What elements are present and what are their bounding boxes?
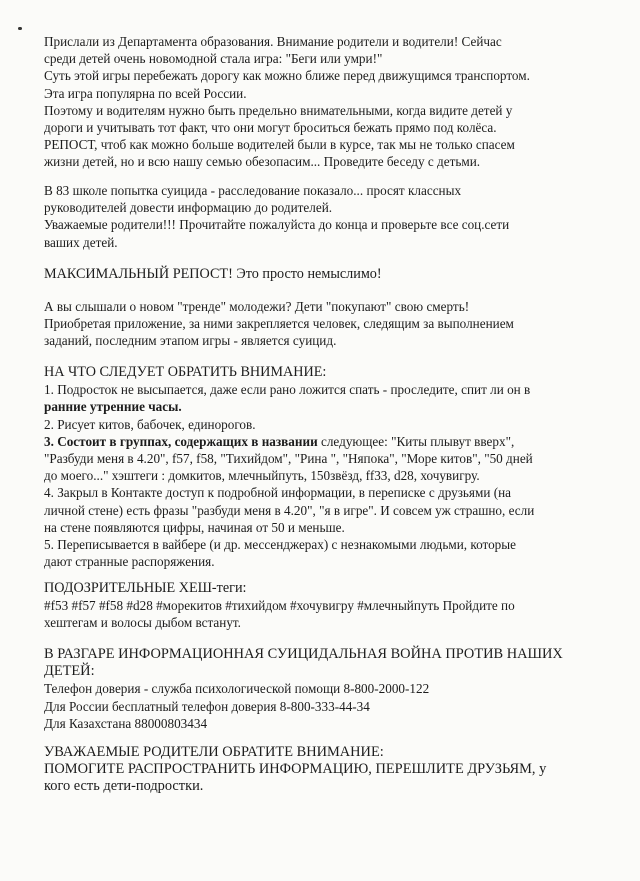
repost-paragraph	[44, 266, 604, 283]
closing-line: кого есть дети-подростки.	[44, 778, 204, 795]
repost-caps: МАКСИМАЛЬНЫЙ РЕПОСТ!	[44, 266, 233, 282]
list-item-continuation: ранние утренние часы.	[44, 399, 182, 415]
closing-section	[44, 744, 604, 796]
text-line: дороги и учитывать тот факт, что они могут броситься бежать прямо под колёса.	[44, 120, 497, 136]
scan-speck	[18, 27, 22, 30]
text-line: Уважаемые родители!!! Прочитайте пожалуйста до конца и проверьте все соц.сети	[44, 217, 510, 233]
list-item: 3. Состоит в группах, содержащих в названии следующее: "Киты плывут вверх",	[44, 433, 515, 449]
text-line: среди детей очень новомодной стала игра: "Беги или умри!"	[44, 51, 383, 67]
repost-rest: Это просто немыслимо!	[232, 266, 382, 282]
trend-paragraph	[44, 298, 604, 350]
list-item-continuation: "Разбуди меня в 4.20", f57, f58, "Тихийдом", "Рина ", "Няпока", "Море китов", "50 дней	[44, 451, 533, 467]
intro-paragraph	[44, 33, 604, 171]
attention-section	[44, 364, 604, 570]
text-line: РЕПОСТ, чтоб как можно больше водителей были в курсе, так мы не только спасем	[44, 137, 515, 153]
war-heading: ДЕТЕЙ:	[44, 663, 95, 680]
text-line: Суть этой игры перебежать дорогу как можно ближе перед движущимся транспортом.	[44, 68, 530, 84]
list-item-continuation: до моего..." хэштеги : домкитов, млечныйпуть, 150звёзд, ff33, d28, хочувигру.	[44, 468, 480, 484]
closing-heading: УВАЖАЕМЫЕ РОДИТЕЛИ ОБРАТИТЕ ВНИМАНИЕ:	[44, 744, 384, 760]
list-item: 2. Рисует китов, бабочек, единорогов.	[44, 416, 256, 432]
phone-line: Телефон доверия - служба психологической помощи 8-800-2000-122	[44, 681, 430, 697]
closing-line: ПОМОГИТЕ РАСПРОСТРАНИТЬ ИНФОРМАЦИЮ, ПЕРЕШЛИТЕ ДРУЗЬЯМ, у	[44, 761, 547, 778]
hashtags-heading: ПОДОЗРИТЕЛЬНЫЕ ХЕШ-теги:	[44, 580, 247, 596]
list-item-continuation: дают странные распоряжения.	[44, 554, 215, 570]
attention-heading: НА ЧТО СЛЕДУЕТ ОБРАТИТЬ ВНИМАНИЕ:	[44, 364, 327, 380]
text-line: ваших детей.	[44, 234, 118, 250]
war-heading: В РАЗГАРЕ ИНФОРМАЦИОННАЯ СУИЦИДАЛЬНАЯ ВОЙНА ПРОТИВ НАШИХ	[44, 646, 563, 662]
text-line: Эта игра популярна по всей России.	[44, 85, 247, 101]
text-line: В 83 школе попытка суицида - расследование показало... просят классных	[44, 183, 462, 198]
text-line: руководителей довести информацию до родителей.	[44, 200, 333, 216]
phone-line: Для России бесплатный телефон доверия 8-800-333-44-34	[44, 698, 370, 714]
repost-line	[44, 266, 604, 283]
text-line: жизни детей, но и всю нашу семью обезопасим... Проведите беседу с детьми.	[44, 154, 481, 170]
hashtags-section	[44, 580, 604, 632]
text-line: #f53 #f57 #f58 #d28 #морекитов #тихийдом #хочувигру #млечныйпуть Пройдите по	[44, 598, 515, 614]
list-item-continuation: на стене появляются цифры, начиная от 50 и меньше.	[44, 519, 345, 535]
text-line: Прислали из Департамента образования. Внимание родители и водители! Сейчас	[44, 34, 502, 49]
text-line: Поэтому и водителям нужно быть предельно внимательными, когда видите детей у	[44, 102, 513, 118]
list-item: 1. Подросток не высыпается, даже если рано ложится спать - проследите, спит ли он в	[44, 382, 531, 398]
school-paragraph	[44, 182, 604, 251]
list-item-continuation: личной стене) есть фразы "разбуди меня в 4.20", "я в игре". И совсем уж страшно, если	[44, 502, 535, 518]
list-item: 4. Закрыл в Контакте доступ к подробной информации, в переписке с друзьями (на	[44, 485, 511, 501]
phone-line: Для Казахстана 88000803434	[44, 715, 208, 731]
text-line: А вы слышали о новом "тренде" молодежи? Дети "покупают" свою смерть!	[44, 299, 470, 314]
text-line: Приобретая приложение, за ними закрепляется человек, следящим за выполнением	[44, 316, 514, 332]
text-line: хештегам и волосы дыбом встанут.	[44, 615, 241, 631]
war-section	[44, 646, 604, 732]
text-line: заданий, последним этапом игры - является суицид.	[44, 333, 337, 349]
list-item: 5. Переписывается в вайбере (и др. мессенджерах) с незнакомыми людьми, которые	[44, 537, 516, 553]
